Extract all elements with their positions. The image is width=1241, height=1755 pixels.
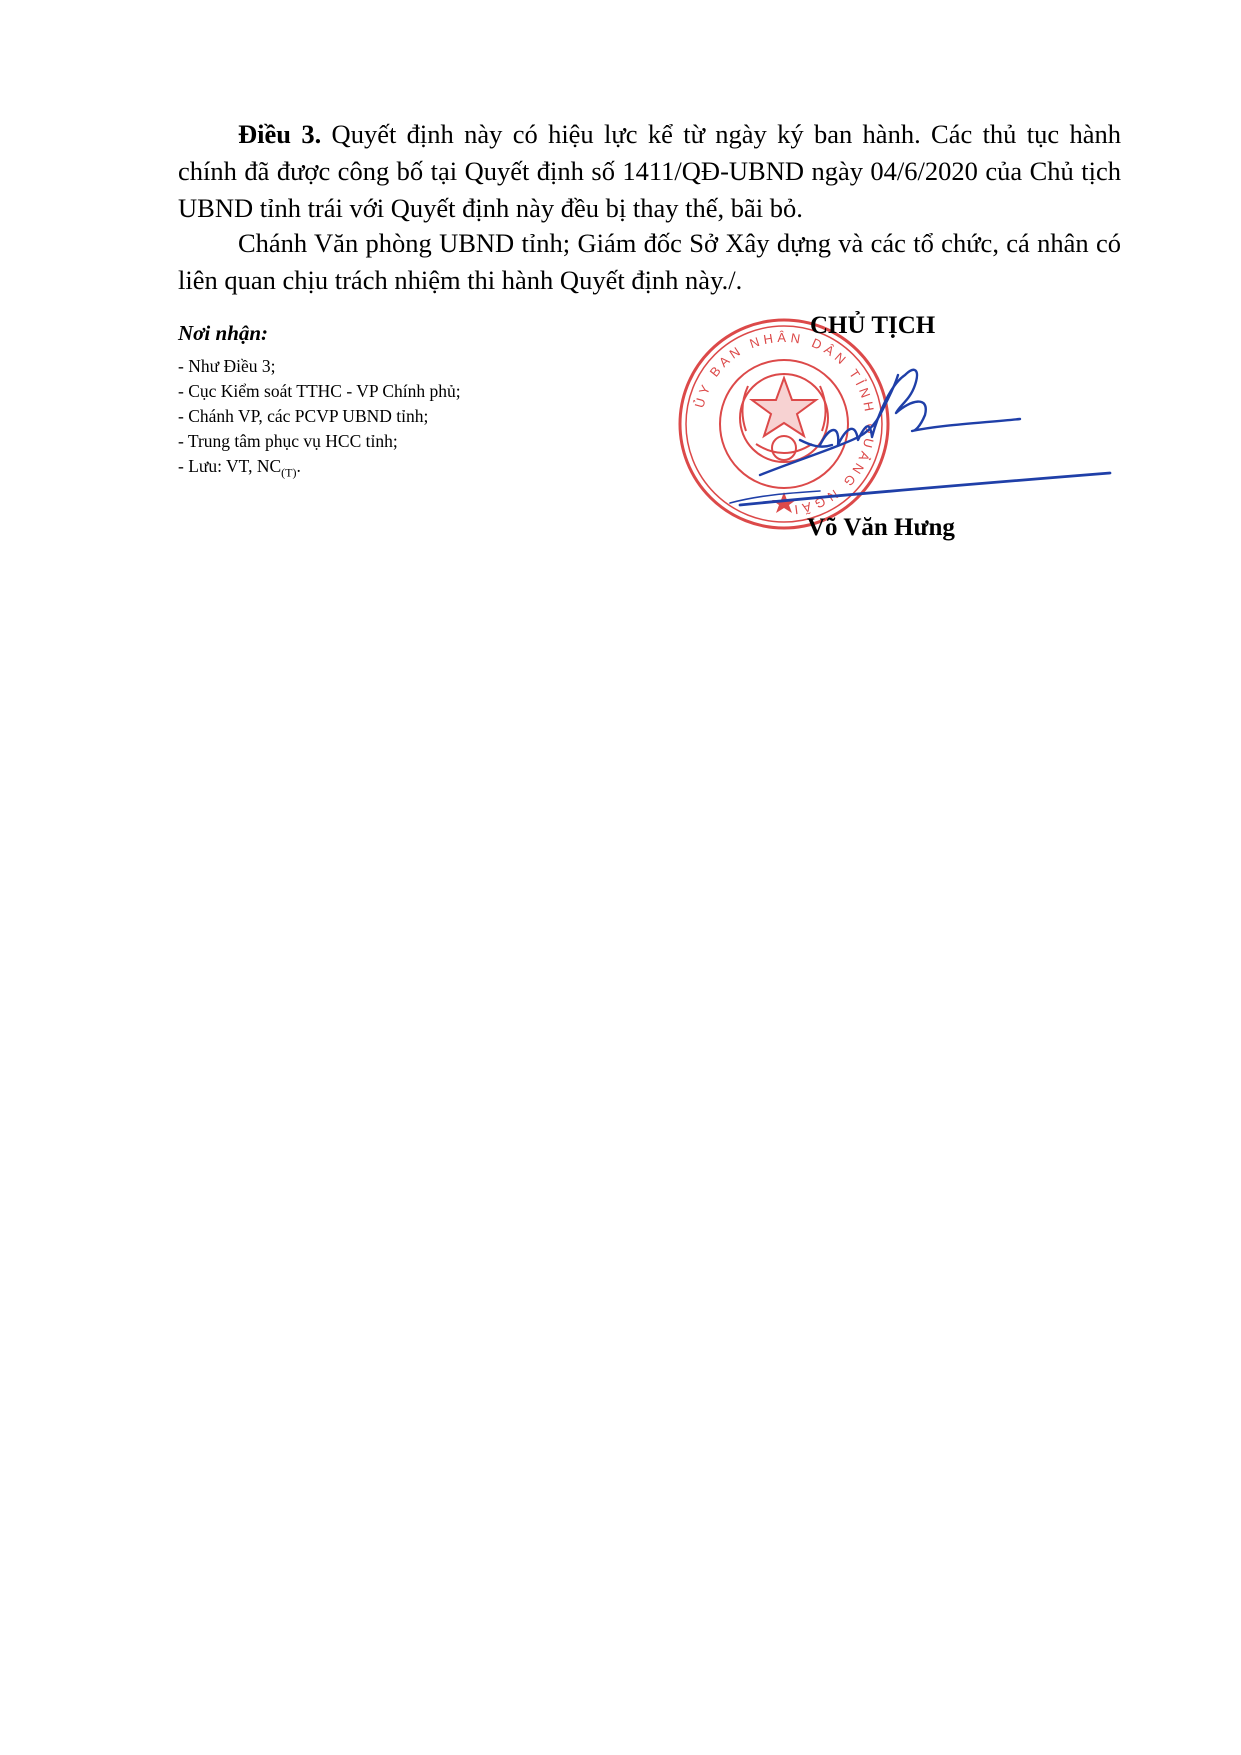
recipient-item: - Cục Kiểm soát TTHC - VP Chính phủ;: [178, 381, 461, 401]
article-3-text: Quyết định này có hiệu lực kể từ ngày ký ban hành. Các thủ tục hành chính đã được công bố tại Quyết định số 1411/QĐ-UBND ngày 04/6/2020 của Chủ tịch UBND tỉnh trái với Quyết định này đều bị thay thế, bãi bỏ.: [178, 119, 1122, 223]
signer-name: Võ Văn Hưng: [807, 514, 955, 541]
archive-subscript: (T): [281, 465, 297, 480]
recipient-item: - Chánh VP, các PCVP UBND tỉnh;: [178, 406, 429, 426]
recipients-block: [178, 320, 598, 486]
signature-title: CHỦ TỊCH: [810, 312, 936, 339]
article-3-label: Điều 3.: [238, 119, 322, 149]
recipient-item: - Trung tâm phục vụ HCC tỉnh;: [178, 431, 398, 451]
execution-paragraph: Chánh Văn phòng UBND tỉnh; Giám đốc Sở Xây dựng và các tổ chức, cá nhân có liên quan chịu trách nhiệm thi hành Quyết định này./.: [178, 228, 1121, 295]
recipients-title: Nơi nhận:: [178, 321, 269, 345]
handwritten-signature: [720, 345, 1120, 515]
article-3-paragraph: [178, 116, 1121, 227]
recipient-item-archive: [178, 454, 598, 486]
archive-suffix: .: [296, 456, 301, 476]
seal-text: ỦY BAN NHÂN DÂN TỈNH QUẢNG NGÃI: [691, 329, 879, 518]
recipients-list: [178, 354, 598, 486]
recipient-item: - Như Điều 3;: [178, 356, 276, 376]
archive-prefix: - Lưu: VT, NC: [178, 456, 282, 476]
